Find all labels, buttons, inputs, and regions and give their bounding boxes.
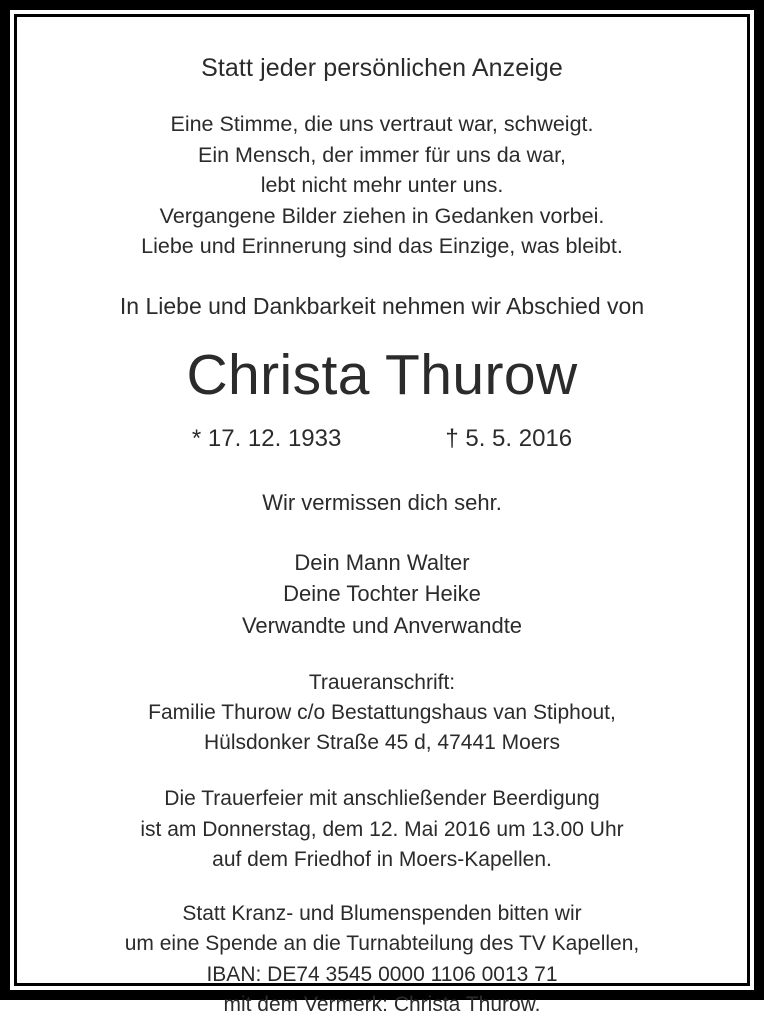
verse-line: Liebe und Erinnerung sind das Einzige, was bleibt.: [141, 234, 623, 259]
donation-reference: mit dem Vermerk: Christa Thurow.: [223, 992, 541, 1016]
verse-line: Ein Mensch, der immer für uns da war,: [197, 142, 567, 167]
birth-date: * 17. 12. 1933: [191, 425, 342, 453]
death-date: † 5. 5. 2016: [445, 425, 573, 453]
survivor-line: Dein Mann Walter: [294, 549, 470, 575]
donation-line: Statt Kranz- und Blumenspenden bitten wir: [182, 902, 582, 926]
survivor-line: Deine Tochter Heike: [283, 581, 481, 607]
address-label: Traueranschrift:: [308, 670, 456, 694]
service-line: ist am Donnerstag, dem 12. Mai 2016 um 13.00 Uhr: [140, 817, 624, 841]
donation-request: [51, 899, 713, 1020]
verse-line: Eine Stimme, die uns vertraut war, schweigt.: [170, 112, 594, 136]
farewell-lead-in: In Liebe und Dankbarkeit nehmen wir Abschied von: [119, 292, 645, 319]
survivor-line: Verwandte und Anverwandte: [241, 613, 523, 639]
verse-line: lebt nicht mehr unter uns.: [260, 173, 504, 198]
donation-line: um eine Spende an die Turnabteilung des TV Kapellen,: [124, 932, 640, 956]
funeral-service-details: [51, 784, 713, 875]
mourning-statement: Wir vermissen dich sehr.: [262, 490, 502, 516]
verse-line: Vergangene Bilder ziehen in Gedanken vorbei.: [159, 203, 605, 228]
memorial-verse: [51, 109, 713, 262]
address-line: Hülsdonker Straße 45 d, 47441 Moers: [203, 731, 561, 755]
condolence-address: [51, 668, 713, 759]
service-line: auf dem Friedhof in Moers-Kapellen.: [212, 847, 552, 871]
service-line: Die Trauerfeier mit anschließender Beerdigung: [164, 787, 600, 811]
notice-headline: Statt jeder persönlichen Anzeige: [201, 54, 563, 82]
notice-content: [17, 17, 747, 1016]
life-dates: [51, 425, 713, 454]
deceased-name: Christa Thurow: [186, 343, 578, 408]
survivors-list: [51, 547, 713, 642]
donation-iban: IBAN: DE74 3545 0000 1106 0013 71: [206, 962, 558, 986]
address-line: Familie Thurow c/o Bestattungshaus van Stiphout,: [148, 700, 616, 724]
